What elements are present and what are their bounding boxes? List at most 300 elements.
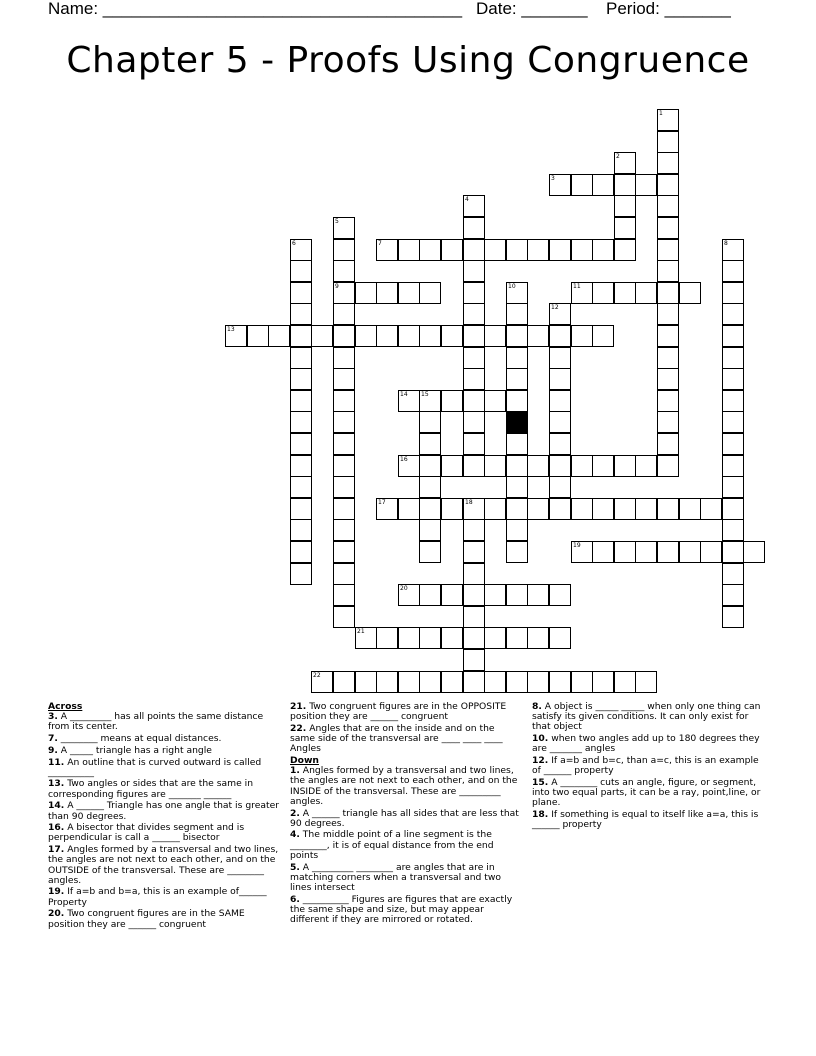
crossword-cell[interactable] xyxy=(722,433,744,455)
clue-number: 13 xyxy=(227,326,235,333)
crossword-cell[interactable] xyxy=(549,584,571,606)
crossword-cell[interactable] xyxy=(355,627,377,649)
crossword-cell[interactable] xyxy=(722,411,744,433)
across-clue-list-continued xyxy=(290,702,522,755)
clue-item-text: Angles that are on the inside and on the same side of the transversal are ____ ____ ____ Angles xyxy=(290,722,503,755)
crossword-cell[interactable] xyxy=(398,239,420,261)
down-clue-list xyxy=(290,766,522,925)
clue-item-text: A ______ triangle has all sides that are less that 90 degrees. xyxy=(290,807,519,829)
crossword-cell[interactable] xyxy=(441,455,463,477)
crossword-cell[interactable] xyxy=(722,584,744,606)
clue-number: 19 xyxy=(573,542,581,549)
clue-item-number: 18. xyxy=(532,809,549,821)
down-clue-list-continued xyxy=(532,702,764,830)
crossword-cell[interactable] xyxy=(463,411,485,433)
crossword-cell[interactable] xyxy=(700,541,722,563)
crossword-cell[interactable] xyxy=(376,239,398,261)
clue-item xyxy=(532,702,764,733)
crossword-cell[interactable] xyxy=(290,519,312,541)
crossword-cell[interactable] xyxy=(527,325,549,347)
clue-item-number: 21. xyxy=(290,701,307,712)
clue-number: 3 xyxy=(551,175,555,182)
crossword-cell[interactable] xyxy=(549,455,571,477)
clue-item xyxy=(532,810,764,830)
clue-item-number: 3. xyxy=(48,711,58,723)
crossword-cell[interactable] xyxy=(290,368,312,390)
crossword-cell[interactable] xyxy=(592,541,614,563)
crossword-cell[interactable] xyxy=(527,584,549,606)
clue-item xyxy=(532,778,764,809)
crossword-cell[interactable] xyxy=(333,347,355,369)
crossword-cell[interactable] xyxy=(635,282,657,304)
crossword-cell[interactable] xyxy=(722,455,744,477)
crossword-cell[interactable] xyxy=(290,541,312,563)
clue-item xyxy=(290,724,522,755)
crossword-cell[interactable] xyxy=(657,195,679,217)
crossword-cell[interactable] xyxy=(657,217,679,239)
clue-number: 10 xyxy=(508,283,516,290)
crossword-cell[interactable] xyxy=(355,671,377,693)
crossword-cell[interactable] xyxy=(290,347,312,369)
crossword-cell[interactable] xyxy=(506,303,528,325)
clue-item xyxy=(532,734,764,754)
crossword-cell[interactable] xyxy=(657,282,679,304)
crossword-cell[interactable] xyxy=(333,455,355,477)
crossword-cell[interactable] xyxy=(463,627,485,649)
crossword-cell[interactable] xyxy=(398,390,420,412)
crossword-cell[interactable] xyxy=(722,347,744,369)
clue-number: 9 xyxy=(335,283,339,290)
crossword-cell[interactable] xyxy=(549,411,571,433)
crossword-cell[interactable] xyxy=(419,671,441,693)
crossword-cell[interactable] xyxy=(657,239,679,261)
crossword-cell[interactable] xyxy=(463,390,485,412)
crossword-cell[interactable] xyxy=(592,239,614,261)
clue-number: 22 xyxy=(313,672,321,679)
crossword-cell[interactable] xyxy=(484,584,506,606)
crossword-cell[interactable] xyxy=(376,282,398,304)
clue-number: 21 xyxy=(357,628,365,635)
clue-item-number: 16. xyxy=(48,822,65,834)
crossword-cell[interactable] xyxy=(527,455,549,477)
crossword-cell[interactable] xyxy=(419,584,441,606)
clue-item-number: 5. xyxy=(290,861,300,873)
crossword-cell[interactable] xyxy=(506,390,528,412)
crossword-cell[interactable] xyxy=(657,455,679,477)
crossword-cell[interactable] xyxy=(290,260,312,282)
clue-item-text: A _________ ________ are angles that are in matching corners when a transversal and two lines intersect xyxy=(290,861,502,893)
crossword-cell[interactable] xyxy=(463,671,485,693)
crossword-cell[interactable] xyxy=(657,347,679,369)
clue-item-text: A bisector that divides segment and is perpendicular is call a ______ bisector xyxy=(48,822,245,844)
crossword-cell[interactable] xyxy=(657,174,679,196)
clue-item-number: 7. xyxy=(48,733,58,745)
crossword-cell[interactable] xyxy=(506,347,528,369)
crossword-cell[interactable] xyxy=(398,498,420,520)
crossword-cell[interactable] xyxy=(463,303,485,325)
clue-item-number: 9. xyxy=(48,744,58,756)
crossword-cell[interactable] xyxy=(549,303,571,325)
crossword-cell[interactable] xyxy=(311,671,333,693)
crossword-cell[interactable] xyxy=(592,455,614,477)
crossword-cell[interactable] xyxy=(419,239,441,261)
crossword-cell[interactable] xyxy=(571,239,593,261)
clue-item-text: If a=b and b=a, this is an example of______ Property xyxy=(48,886,267,908)
crossword-cell[interactable] xyxy=(506,541,528,563)
crossword-cell[interactable] xyxy=(722,325,744,347)
crossword-cell[interactable] xyxy=(657,433,679,455)
crossword-cell[interactable] xyxy=(441,325,463,347)
crossword-cell[interactable] xyxy=(463,455,485,477)
crossword-cell[interactable] xyxy=(484,390,506,412)
crossword-cell[interactable] xyxy=(333,476,355,498)
crossword-cell[interactable] xyxy=(635,498,657,520)
crossword-cell[interactable] xyxy=(700,498,722,520)
clue-item-text: The middle point of a line segment is the ________, it is of equal distance from the end points xyxy=(290,829,494,861)
clue-item-number: 4. xyxy=(290,829,300,841)
crossword-cell[interactable] xyxy=(333,584,355,606)
crossword-cell[interactable] xyxy=(722,563,744,585)
crossword-cell[interactable] xyxy=(743,541,765,563)
crossword-cell[interactable] xyxy=(614,195,636,217)
crossword-cell[interactable] xyxy=(463,649,485,671)
clue-item-number: 8. xyxy=(532,701,542,712)
crossword-cell[interactable] xyxy=(614,541,636,563)
crossword-cell[interactable] xyxy=(441,239,463,261)
crossword-cell[interactable] xyxy=(635,541,657,563)
crossword-cell[interactable] xyxy=(419,282,441,304)
down-heading: Down xyxy=(290,755,319,767)
clue-item-text: Two angles or sides that are the same in corresponding figures are _______ ______ xyxy=(48,778,254,800)
crossword-cell[interactable] xyxy=(441,390,463,412)
crossword-cell[interactable] xyxy=(463,368,485,390)
clue-number: 16 xyxy=(400,456,408,463)
crossword-cell[interactable] xyxy=(484,627,506,649)
crossword-cell[interactable] xyxy=(333,671,355,693)
crossword-cell[interactable] xyxy=(355,325,377,347)
clues-column-1 xyxy=(48,702,280,931)
crossword-cell[interactable] xyxy=(657,131,679,153)
crossword-cell[interactable] xyxy=(290,282,312,304)
crossword-cell[interactable] xyxy=(333,303,355,325)
crossword-cell[interactable] xyxy=(549,325,571,347)
clue-number: 15 xyxy=(421,391,429,398)
date-field-label: Date: _______ xyxy=(476,0,588,18)
crossword-cell[interactable] xyxy=(333,411,355,433)
crossword-cell[interactable] xyxy=(419,519,441,541)
crossword-cell[interactable] xyxy=(549,390,571,412)
clue-item-number: 2. xyxy=(290,807,300,819)
clue-item-text: Two congruent figures are in the SAME position they are ______ congruent xyxy=(48,908,245,930)
crossword-cell[interactable] xyxy=(635,455,657,477)
clue-item-text: An outline that is curved outward is called __________ xyxy=(48,756,262,778)
crossword-cell[interactable] xyxy=(333,606,355,628)
crossword-cell[interactable] xyxy=(722,260,744,282)
crossword-cell[interactable] xyxy=(614,671,636,693)
crossword-cell[interactable] xyxy=(722,239,744,261)
crossword-cell[interactable] xyxy=(635,671,657,693)
crossword-cell[interactable] xyxy=(571,174,593,196)
crossword-cell[interactable] xyxy=(376,627,398,649)
crossword-cell[interactable] xyxy=(506,325,528,347)
crossword-cell[interactable] xyxy=(549,174,571,196)
crossword-cell[interactable] xyxy=(290,390,312,412)
crossword-cell[interactable] xyxy=(463,195,485,217)
crossword-cell[interactable] xyxy=(657,390,679,412)
crossword-cell[interactable] xyxy=(463,606,485,628)
crossword-cell[interactable] xyxy=(290,325,312,347)
crossword-cell[interactable] xyxy=(722,390,744,412)
crossword-cell[interactable] xyxy=(722,476,744,498)
crossword-cell[interactable] xyxy=(463,239,485,261)
crossword-cell[interactable] xyxy=(722,606,744,628)
clue-item-text: ________ means at equal distances. xyxy=(57,733,222,745)
crossword-cell[interactable] xyxy=(290,411,312,433)
clue-item-number: 14. xyxy=(48,800,65,812)
crossword-cell[interactable] xyxy=(333,217,355,239)
crossword-cell[interactable] xyxy=(549,498,571,520)
crossword-cell[interactable] xyxy=(527,498,549,520)
clues-column-2 xyxy=(290,702,522,927)
crossword-cell[interactable] xyxy=(290,239,312,261)
crossword-cell[interactable] xyxy=(484,239,506,261)
crossword-cell[interactable] xyxy=(290,498,312,520)
clue-item xyxy=(290,809,522,829)
crossword-cell[interactable] xyxy=(657,368,679,390)
crossword-cell[interactable] xyxy=(657,498,679,520)
crossword-cell[interactable] xyxy=(463,433,485,455)
crossword-cell[interactable] xyxy=(398,671,420,693)
clue-item xyxy=(48,801,280,821)
clue-number: 4 xyxy=(465,196,469,203)
crossword-cell[interactable] xyxy=(290,433,312,455)
crossword-cell[interactable] xyxy=(722,541,744,563)
crossword-cell[interactable] xyxy=(571,455,593,477)
clue-number: 12 xyxy=(551,304,559,311)
crossword-cell[interactable] xyxy=(419,455,441,477)
crossword-cell[interactable] xyxy=(355,282,377,304)
crossword-cell[interactable] xyxy=(441,671,463,693)
crossword-cell[interactable] xyxy=(484,325,506,347)
crossword-cell[interactable] xyxy=(592,174,614,196)
crossword-cell[interactable] xyxy=(679,282,701,304)
crossword-cell[interactable] xyxy=(419,411,441,433)
crossword-cell[interactable] xyxy=(463,584,485,606)
crossword-cell[interactable] xyxy=(592,282,614,304)
crossword-cell[interactable] xyxy=(614,498,636,520)
crossword-cell[interactable] xyxy=(333,563,355,585)
crossword-cell[interactable] xyxy=(333,282,355,304)
crossword-cell[interactable] xyxy=(506,368,528,390)
crossword-cell[interactable] xyxy=(506,239,528,261)
crossword-cell[interactable] xyxy=(722,303,744,325)
clue-item-text: Angles formed by a transversal and two lines, the angles are not next to each other, and on the OUTSIDE of the transversal. These are ________ angles. xyxy=(48,844,279,886)
crossword-cell[interactable] xyxy=(549,239,571,261)
crossword-cell[interactable] xyxy=(311,325,333,347)
crossword-cell[interactable] xyxy=(527,239,549,261)
crossword-cell[interactable] xyxy=(506,476,528,498)
crossword-cell[interactable] xyxy=(398,627,420,649)
crossword-cell[interactable] xyxy=(419,433,441,455)
crossword-cell[interactable] xyxy=(549,671,571,693)
crossword-cell[interactable] xyxy=(333,260,355,282)
crossword-cell[interactable] xyxy=(419,627,441,649)
crossword-cell[interactable] xyxy=(614,152,636,174)
crossword-cell[interactable] xyxy=(657,303,679,325)
crossword-cell[interactable] xyxy=(484,455,506,477)
crossword-cell[interactable] xyxy=(333,498,355,520)
clue-number: 11 xyxy=(573,283,581,290)
crossword-cell[interactable] xyxy=(290,303,312,325)
crossword-cell[interactable] xyxy=(527,627,549,649)
crossword-cell[interactable] xyxy=(571,282,593,304)
crossword-cell[interactable] xyxy=(657,325,679,347)
crossword-cell[interactable] xyxy=(549,368,571,390)
crossword-cell[interactable] xyxy=(463,217,485,239)
crossword-cell[interactable] xyxy=(506,584,528,606)
crossword-cell[interactable] xyxy=(506,519,528,541)
crossword-cell[interactable] xyxy=(506,455,528,477)
page-title: Chapter 5 - Proofs Using Congruence xyxy=(66,40,750,81)
crossword-cell[interactable] xyxy=(463,563,485,585)
crossword-cell[interactable] xyxy=(506,498,528,520)
crossword-cell[interactable] xyxy=(376,498,398,520)
crossword-cell[interactable] xyxy=(549,433,571,455)
clue-number: 17 xyxy=(378,499,386,506)
crossword-cell[interactable] xyxy=(657,541,679,563)
crossword-cell[interactable] xyxy=(268,325,290,347)
crossword-cell[interactable] xyxy=(398,455,420,477)
crossword-cell[interactable] xyxy=(506,282,528,304)
crossword-cell[interactable] xyxy=(419,390,441,412)
crossword-cell[interactable] xyxy=(657,152,679,174)
crossword-cell[interactable] xyxy=(333,325,355,347)
crossword-cell[interactable] xyxy=(506,671,528,693)
clue-item xyxy=(290,863,522,894)
crossword-cell[interactable] xyxy=(419,498,441,520)
crossword-cell[interactable] xyxy=(571,541,593,563)
crossword-cell[interactable] xyxy=(549,627,571,649)
crossword-cell[interactable] xyxy=(635,174,657,196)
crossword-cell[interactable] xyxy=(398,325,420,347)
crossword-cell[interactable] xyxy=(290,563,312,585)
crossword-cell[interactable] xyxy=(290,476,312,498)
crossword-cell[interactable] xyxy=(484,671,506,693)
crossword-cell[interactable] xyxy=(419,476,441,498)
crossword-cell[interactable] xyxy=(506,433,528,455)
crossword-cell[interactable] xyxy=(571,671,593,693)
crossword-cell[interactable] xyxy=(679,541,701,563)
crossword-cell[interactable] xyxy=(679,498,701,520)
crossword-cell[interactable] xyxy=(722,498,744,520)
clue-item xyxy=(290,766,522,807)
crossword-cell[interactable] xyxy=(614,455,636,477)
clue-item-text: A _________ has all points the same distance from its center. xyxy=(48,711,264,733)
clue-item-number: 17. xyxy=(48,844,65,856)
crossword-cell[interactable] xyxy=(441,498,463,520)
crossword-cell[interactable] xyxy=(592,498,614,520)
clue-item-number: 13. xyxy=(48,778,65,790)
crossword-cell[interactable] xyxy=(463,347,485,369)
crossword-cell[interactable] xyxy=(592,325,614,347)
clue-item-number: 11. xyxy=(48,756,65,768)
crossword-cell[interactable] xyxy=(549,347,571,369)
crossword-cell[interactable] xyxy=(247,325,269,347)
crossword-cell[interactable] xyxy=(333,541,355,563)
crossword-cell[interactable] xyxy=(398,584,420,606)
crossword-cell[interactable] xyxy=(614,174,636,196)
clue-item xyxy=(48,746,280,756)
crossword-cell[interactable] xyxy=(333,390,355,412)
crossword-cell[interactable] xyxy=(571,325,593,347)
crossword-cell[interactable] xyxy=(333,433,355,455)
crossword-cell[interactable] xyxy=(614,282,636,304)
crossword-cell[interactable] xyxy=(722,368,744,390)
crossword-cell[interactable] xyxy=(463,498,485,520)
crossword-cell[interactable] xyxy=(592,671,614,693)
crossword-cell[interactable] xyxy=(463,325,485,347)
clue-item-text: If something is equal to itself like a=a, this is ______ property xyxy=(532,809,759,831)
crossword-cell[interactable] xyxy=(376,671,398,693)
crossword-cell[interactable] xyxy=(549,476,571,498)
crossword-cell[interactable] xyxy=(441,627,463,649)
crossword-cell[interactable] xyxy=(463,519,485,541)
crossword-cell[interactable] xyxy=(484,498,506,520)
clue-item-number: 12. xyxy=(532,755,549,767)
clue-number: 20 xyxy=(400,585,408,592)
crossword-cell[interactable] xyxy=(225,325,247,347)
clue-item xyxy=(48,779,280,799)
crossword-cell[interactable] xyxy=(419,325,441,347)
crossword-cell[interactable] xyxy=(614,239,636,261)
clue-item xyxy=(532,756,764,776)
crossword-cell[interactable] xyxy=(463,541,485,563)
clue-item xyxy=(290,702,522,722)
crossword-cell[interactable] xyxy=(722,282,744,304)
clue-number: 18 xyxy=(465,499,473,506)
crossword-cell[interactable] xyxy=(722,519,744,541)
clue-number: 6 xyxy=(292,240,296,247)
clue-item-text: Two congruent figures are in the OPPOSITE position they are ______ congruent xyxy=(290,701,507,723)
clue-item xyxy=(48,909,280,929)
crossword-cell[interactable] xyxy=(614,217,636,239)
crossword-cell[interactable] xyxy=(527,671,549,693)
crossword-cell[interactable] xyxy=(290,455,312,477)
crossword-cell[interactable] xyxy=(657,411,679,433)
crossword-black-square xyxy=(506,411,528,433)
name-field-label: Name: ______________________________________ xyxy=(48,0,463,18)
clue-item-text: A ______ Triangle has one angle that is greater than 90 degrees. xyxy=(48,800,280,822)
crossword-cell[interactable] xyxy=(419,541,441,563)
crossword-cell[interactable] xyxy=(376,325,398,347)
crossword-cell[interactable] xyxy=(657,260,679,282)
crossword-cell[interactable] xyxy=(571,498,593,520)
crossword-cell[interactable] xyxy=(657,109,679,131)
crossword-cell[interactable] xyxy=(463,282,485,304)
crossword-cell[interactable] xyxy=(333,239,355,261)
crossword-cell[interactable] xyxy=(506,627,528,649)
across-heading: Across xyxy=(48,701,83,712)
clue-item-text: If a=b and b=c, than a=c, this is an example of ______ property xyxy=(532,755,759,777)
crossword-cell[interactable] xyxy=(463,260,485,282)
clue-number: 8 xyxy=(724,240,728,247)
crossword-cell[interactable] xyxy=(333,368,355,390)
clue-item xyxy=(48,887,280,907)
crossword-cell[interactable] xyxy=(441,584,463,606)
crossword-cell[interactable] xyxy=(398,282,420,304)
clue-item xyxy=(48,758,280,778)
crossword-cell[interactable] xyxy=(333,519,355,541)
